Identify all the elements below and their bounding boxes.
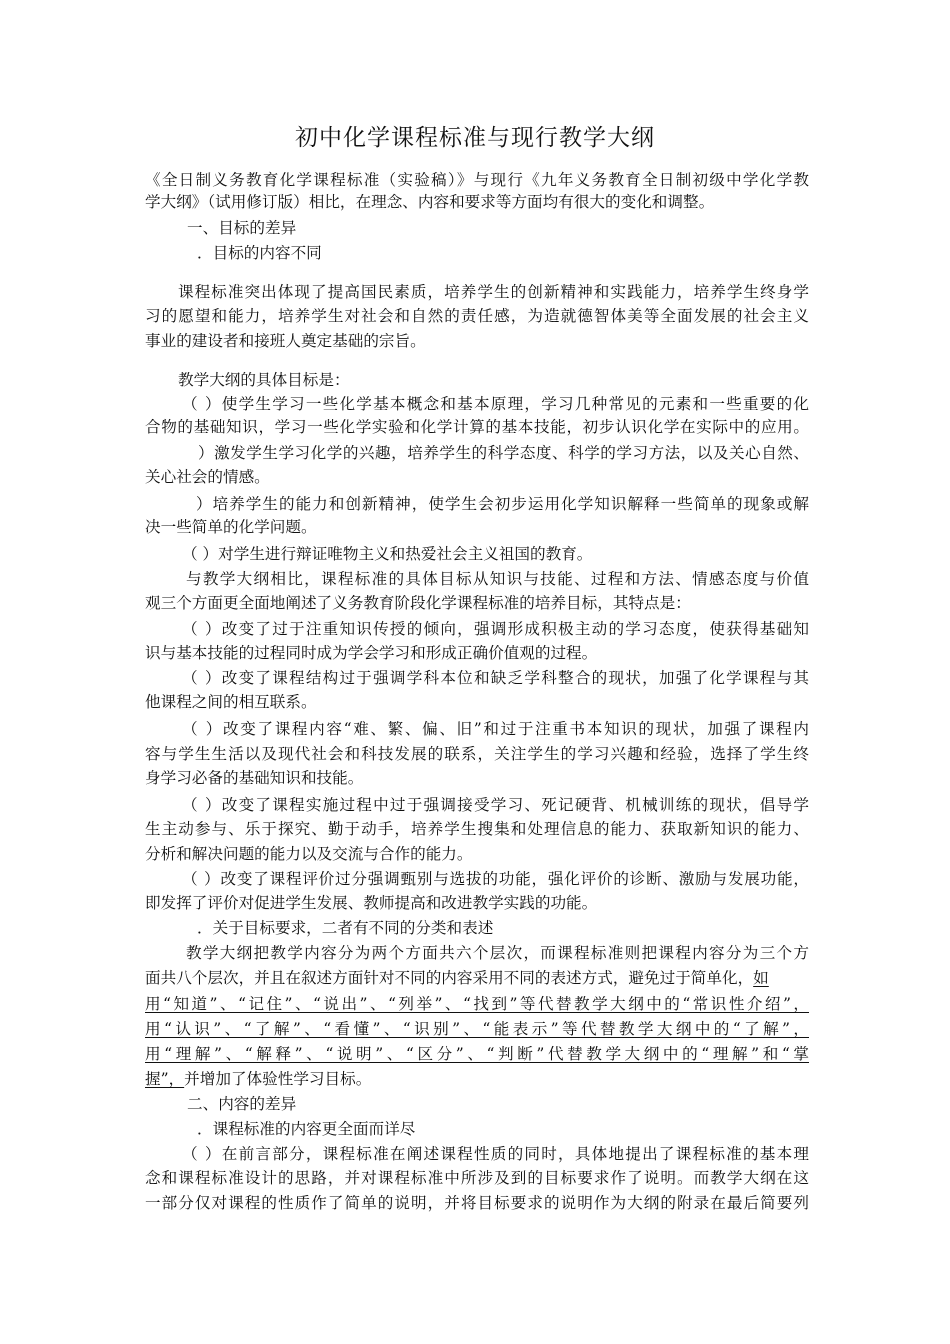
list-item-line: ）激发学生学习化学的兴趣，培养学生的科学态度、科学的学习方法，以及关心自然、: [198, 444, 809, 462]
underlined-line: 用“认识”、“了解”、“看懂”、“识别”、“能表示”等代替教学大纲中的“了解”，: [145, 1020, 809, 1038]
document-title: 初中化学课程标准与现行教学大纲: [295, 125, 655, 151]
list-item-line: 一部分仅对课程的性质作了简单的说明，并将目标要求的说明作为大纲的附录在最后简要列: [145, 1194, 809, 1212]
paragraph-line: 教学大纲把教学内容分为两个方面共六个层次，而课程标准则把课程内容分为三个方: [186, 944, 809, 962]
paragraph-line: 事业的建设者和接班人奠定基础的宗旨。: [145, 332, 426, 350]
list-item-line: （ ）改变了课程内容“难、繁、偏、旧”和过于注重书本知识的现状，加强了课程内: [182, 720, 809, 738]
list-item-line: 即发挥了评价对促进学生发展、教师提高和改进教学实践的功能。: [145, 894, 598, 912]
list-item-line: 生主动参与、乐于探究、勤于动手，培养学生搜集和处理信息的能力、获取新知识的能力、: [145, 820, 809, 838]
paragraph-line: 课程标准突出体现了提高国民素质，培养学生的创新精神和实践能力，培养学生终身学: [178, 283, 809, 301]
list-item-line: （ ）使学生学习一些化学基本概念和基本原理，学习几种常见的元素和一些重要的化: [182, 395, 809, 413]
list-item-line: 关心社会的情感。: [145, 468, 270, 486]
list-item-line: （ ）改变了课程结构过于强调学科本位和缺乏学科整合的现状，加强了化学课程与其: [182, 669, 809, 687]
paragraph-line: 面共八个层次，并且在叙述方面针对不同的内容采用不同的表述方式，避免过于简单化，如: [145, 969, 769, 987]
underlined-text: 如: [753, 969, 769, 987]
paragraph-line: 学大纲》（试用修订版）相比，在理念、内容和要求等方面均有很大的变化和调整。: [145, 193, 715, 211]
list-item-line: （ ）改变了课程评价过分强调甄别与选拔的功能，强化评价的诊断、激励与发展功能，: [182, 870, 809, 888]
list-item-line: （ ）对学生进行辩证唯物主义和热爱社会主义祖国的教育。: [182, 545, 593, 563]
list-item-line: 决一些简单的化学问题。: [145, 518, 317, 536]
paragraph-line: 教学大纲的具体目标是：: [178, 371, 350, 389]
section-heading: 一、目标的差异: [187, 219, 297, 237]
list-item-line: （ ）在前言部分，课程标准在阐述课程性质的同时，具体地提出了课程标准的基本理: [182, 1145, 809, 1163]
list-item-line: 念和课程标准设计的思路，并对课程标准中所涉及到的目标要求作了说明。而教学大纲在这: [145, 1169, 809, 1187]
paragraph-line: 与教学大纲相比，课程标准的具体目标从知识与技能、过程和方法、情感态度与价值: [186, 570, 809, 588]
underlined-line: 用“理解”、“解释”、“说明”、“区分”、“判断”代替教学大纲中的“理解”和“掌: [145, 1045, 809, 1063]
subsection-heading: ．目标的内容不同: [197, 244, 322, 262]
list-item-line: （ ）改变了过于注重知识传授的倾向，强调形成积极主动的学习态度，使获得基础知: [182, 620, 809, 638]
list-item-line: 合物的基础知识，学习一些化学实验和化学计算的基本技能，初步认识化学在实际中的应用。: [145, 418, 809, 436]
list-item-line: 他课程之间的相互联系。: [145, 693, 317, 711]
list-item-line: 分析和解决问题的能力以及交流与合作的能力。: [145, 845, 473, 863]
underlined-line: 用“知道”、“记住”、“说出”、“列举”、“找到”等代替教学大纲中的“常识性介绍”，: [145, 995, 809, 1013]
section-heading: 二、内容的差异: [187, 1095, 297, 1113]
paragraph-line: 观三个方面更全面地阐述了义务教育阶段化学课程标准的培养目标，其特点是：: [145, 594, 691, 612]
list-item-line: 身学习必备的基础知识和技能。: [145, 769, 364, 787]
list-item-line: 容与学生生活以及现代社会和科技发展的联系，关注学生的学习兴趣和经验，选择了学生终: [145, 745, 809, 763]
paragraph-line: 握”，并增加了体验性学习目标。: [145, 1070, 372, 1088]
list-item-line: 识与基本技能的过程同时成为学会学习和形成正确价值观的过程。: [145, 644, 598, 662]
list-item-line: ）培养学生的能力和创新精神，使学生会初步运用化学知识解释一些简单的现象或解: [196, 495, 809, 513]
paragraph-line: 《全日制义务教育化学课程标准（实验稿）》与现行《九年义务教育全日制初级中学化学教: [145, 171, 809, 189]
subsection-heading: ．课程标准的内容更全面而详尽: [197, 1120, 416, 1138]
underlined-text: 握”，: [145, 1070, 185, 1088]
subsection-heading: ．关于目标要求，二者有不同的分类和表述: [197, 919, 494, 937]
paragraph-line: 习的愿望和能力，培养学生对社会和自然的责任感，为造就德智体美等全面发展的社会主义: [145, 307, 809, 325]
list-item-line: （ ）改变了课程实施过程中过于强调接受学习、死记硬背、机械训练的现状，倡导学: [182, 796, 809, 814]
